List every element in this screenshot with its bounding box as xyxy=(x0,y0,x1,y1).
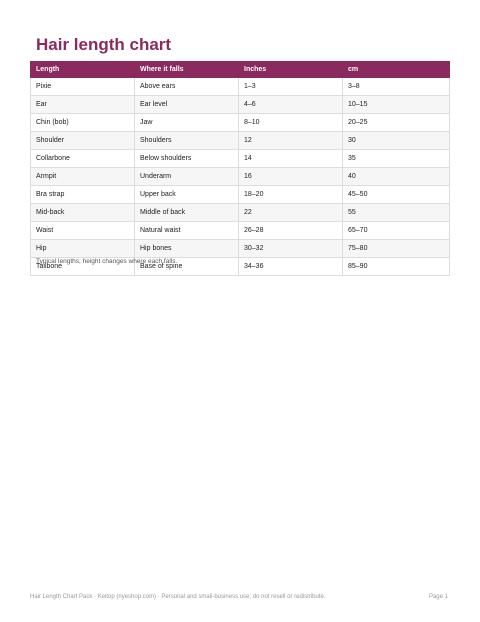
header-cm: cm xyxy=(343,62,450,78)
table-row xyxy=(31,204,450,222)
cell-inches: 18–20 xyxy=(239,186,343,204)
hair-length-table xyxy=(30,61,450,276)
cell-cm: 40 xyxy=(343,168,450,186)
cell-length: Chin (bob) xyxy=(31,114,135,132)
table-row xyxy=(31,132,450,150)
page-number: Page 1 xyxy=(428,594,448,600)
cell-where-it-falls: Underarm xyxy=(135,168,239,186)
cell-length: Bra strap xyxy=(31,186,135,204)
cell-inches: 34–36 xyxy=(239,258,343,276)
cell-cm: 35 xyxy=(343,150,450,168)
cell-cm: 3–8 xyxy=(343,78,450,96)
table-row xyxy=(31,150,450,168)
table-footnote: Typical lengths; height changes where each falls. xyxy=(36,258,178,265)
cell-inches: 22 xyxy=(239,204,343,222)
cell-inches: 12 xyxy=(239,132,343,150)
cell-length: Armpit xyxy=(31,168,135,186)
table-row xyxy=(31,168,450,186)
cell-where-it-falls: Ear level xyxy=(135,96,239,114)
cell-where-it-falls: Hip bones xyxy=(135,240,239,258)
cell-cm: 10–15 xyxy=(343,96,450,114)
table-row xyxy=(31,114,450,132)
cell-length: Hip xyxy=(31,240,135,258)
cell-inches: 14 xyxy=(239,150,343,168)
cell-length: Ear xyxy=(31,96,135,114)
cell-where-it-falls: Below shoulders xyxy=(135,150,239,168)
cell-cm: 30 xyxy=(343,132,450,150)
header-length: Length xyxy=(31,62,135,78)
cell-inches: 30–32 xyxy=(239,240,343,258)
page-title: Hair length chart xyxy=(36,35,172,54)
table-row xyxy=(31,78,450,96)
cell-where-it-falls: Natural waist xyxy=(135,222,239,240)
cell-cm: 85–90 xyxy=(343,258,450,276)
cell-cm: 75–80 xyxy=(343,240,450,258)
cell-length: Pixie xyxy=(31,78,135,96)
table-body xyxy=(31,78,450,276)
cell-length: Mid-back xyxy=(31,204,135,222)
cell-inches: 26–28 xyxy=(239,222,343,240)
table-header xyxy=(31,62,450,78)
table-header-row xyxy=(31,62,450,78)
cell-where-it-falls: Jaw xyxy=(135,114,239,132)
table-row xyxy=(31,186,450,204)
cell-cm: 20–25 xyxy=(343,114,450,132)
cell-where-it-falls: Above ears xyxy=(135,78,239,96)
cell-cm: 65–70 xyxy=(343,222,450,240)
cell-where-it-falls: Shoulders xyxy=(135,132,239,150)
cell-length: Shoulder xyxy=(31,132,135,150)
cell-cm: 45–50 xyxy=(343,186,450,204)
cell-inches: 1–3 xyxy=(239,78,343,96)
table-row xyxy=(31,96,450,114)
cell-inches: 4–6 xyxy=(239,96,343,114)
cell-inches: 16 xyxy=(239,168,343,186)
cell-where-it-falls: Middle of back xyxy=(135,204,239,222)
cell-cm: 55 xyxy=(343,204,450,222)
cell-where-it-falls: Base of spine xyxy=(135,258,239,276)
header-inches: Inches xyxy=(239,62,343,78)
header-where-it-falls: Where it falls xyxy=(135,62,239,78)
table-row xyxy=(31,240,450,258)
cell-length: Waist xyxy=(31,222,135,240)
cell-length: Collarbone xyxy=(31,150,135,168)
footer-credit: Hair Length Chart Pack · Keitop (nyeshop.com) · Personal and small-business use; do not resell or redistribute. xyxy=(30,594,326,600)
cell-inches: 8–10 xyxy=(239,114,343,132)
cell-where-it-falls: Upper back xyxy=(135,186,239,204)
cell-length: Tailbone xyxy=(31,258,135,276)
table-row xyxy=(31,222,450,240)
